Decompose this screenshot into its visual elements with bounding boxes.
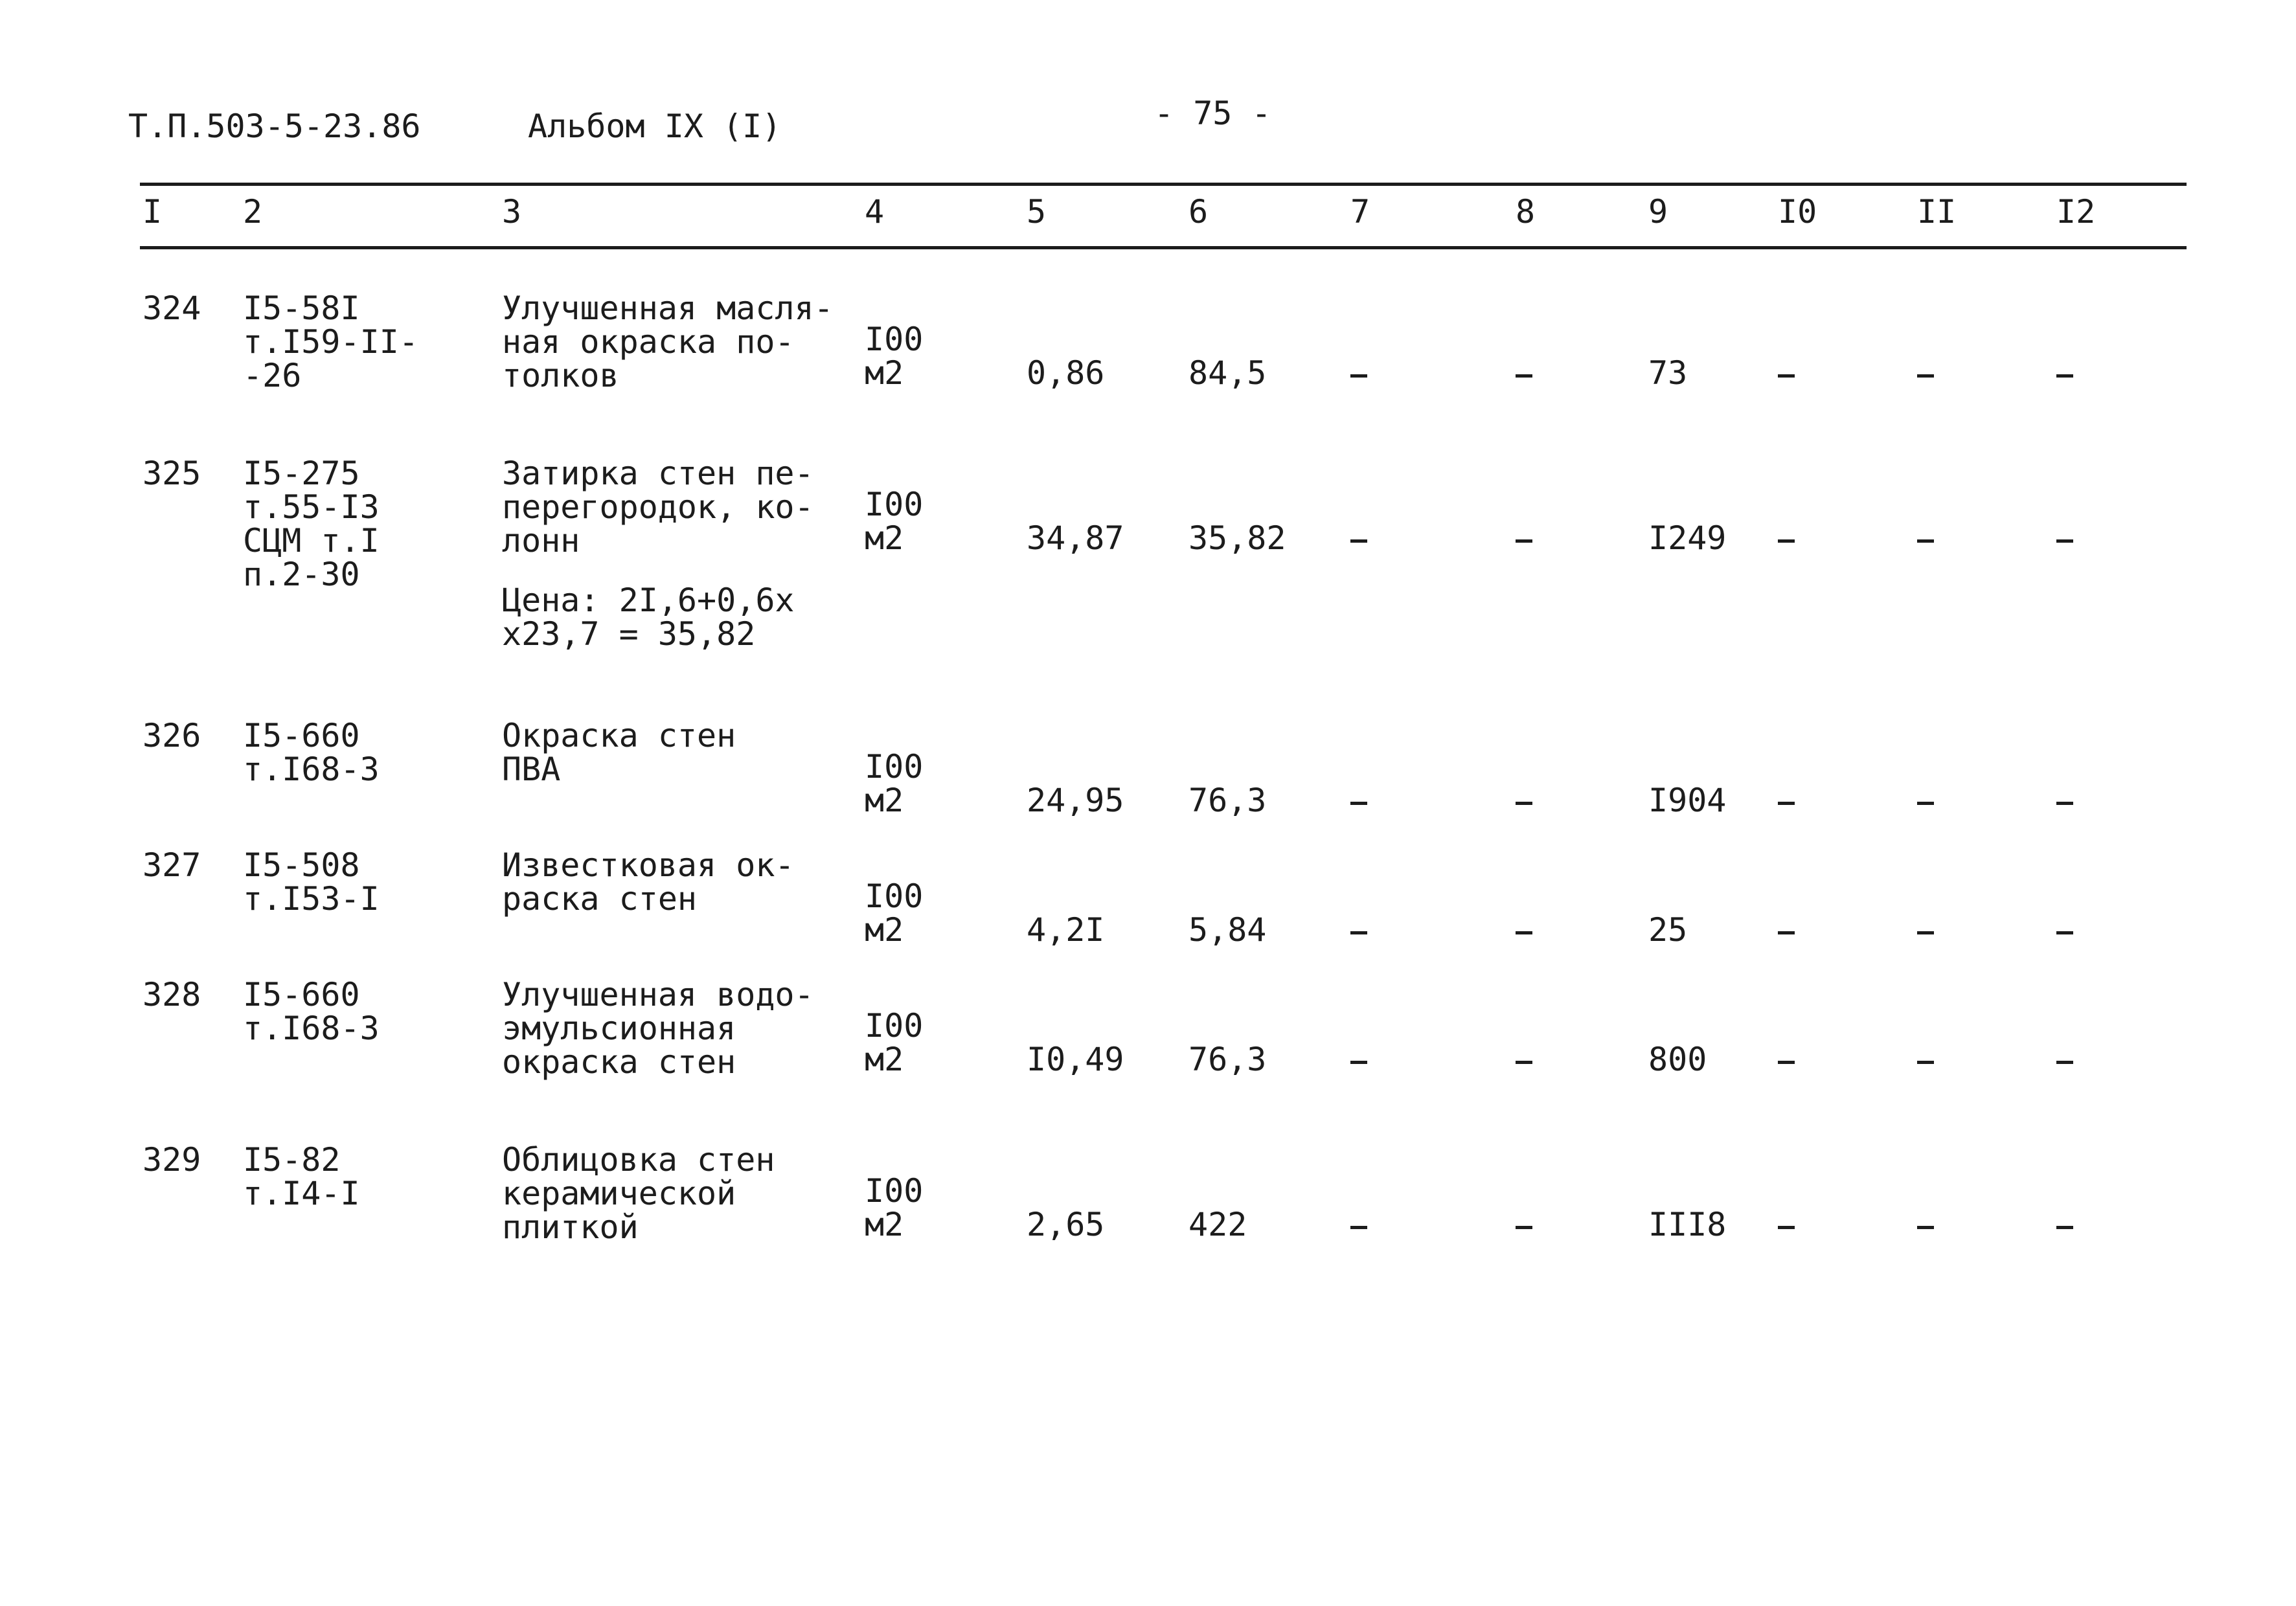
unit: I00 м2	[865, 486, 924, 557]
empty-col-8	[1516, 1226, 1532, 1229]
value-col-9: III8	[1648, 1206, 1727, 1243]
table-top-rule	[140, 183, 2187, 186]
empty-col-12	[2056, 539, 2073, 543]
norm-code: I5-660 т.I68-3	[243, 717, 380, 788]
column-header-5: 5	[1027, 193, 1047, 231]
empty-col-7	[1350, 539, 1367, 543]
column-header-2: 2	[243, 193, 263, 231]
norm-code: I5-82 т.I4-I	[243, 1141, 360, 1212]
value-col-5: 2,65	[1027, 1206, 1105, 1243]
empty-col-10	[1778, 802, 1795, 805]
empty-col-10	[1778, 1061, 1795, 1064]
empty-col-12	[2056, 802, 2073, 805]
empty-col-7	[1350, 931, 1367, 934]
value-col-6: 76,3	[1188, 782, 1267, 819]
value-col-5: 24,95	[1027, 782, 1124, 819]
empty-col-7	[1350, 1061, 1367, 1064]
value-col-6: 35,82	[1188, 519, 1286, 557]
empty-col-8	[1516, 802, 1532, 805]
empty-col-10	[1778, 374, 1795, 378]
work-description: Окраска стен ПВА	[502, 717, 736, 788]
album-title: Альбом IX (I)	[528, 107, 782, 145]
work-description: Затирка стен пе- перегородок, ко- лонн	[502, 455, 814, 560]
column-header-1: I	[142, 193, 163, 231]
norm-code: I5-275 т.55-I3 СЦМ т.I п.2-30	[243, 455, 380, 593]
empty-col-8	[1516, 931, 1532, 934]
value-col-6: 5,84	[1188, 911, 1267, 949]
column-header-6: 6	[1188, 193, 1209, 231]
value-col-5: 4,2I	[1027, 911, 1105, 949]
empty-col-11	[1917, 374, 1934, 378]
document-code: Т.П.503-5-23.86	[128, 107, 421, 145]
empty-col-12	[2056, 1226, 2073, 1229]
empty-col-11	[1917, 931, 1934, 934]
value-col-9: 25	[1648, 911, 1688, 949]
norm-code: I5-660 т.I68-3	[243, 976, 380, 1047]
value-col-9: I904	[1648, 782, 1727, 819]
unit: I00 м2	[865, 877, 924, 949]
value-col-5: 0,86	[1027, 354, 1105, 392]
empty-col-10	[1778, 1226, 1795, 1229]
value-col-6: 84,5	[1188, 354, 1267, 392]
page-number: - 75 -	[1154, 95, 1271, 132]
value-col-9: I249	[1648, 519, 1727, 557]
value-col-5: I0,49	[1027, 1041, 1124, 1078]
unit: I00 м2	[865, 1172, 924, 1243]
column-header-8: 8	[1516, 193, 1536, 231]
empty-col-12	[2056, 1061, 2073, 1064]
work-description: Известковая ок- раска стен	[502, 846, 795, 918]
empty-col-7	[1350, 802, 1367, 805]
empty-col-8	[1516, 374, 1532, 378]
empty-col-10	[1778, 539, 1795, 543]
row-number: 327	[142, 846, 201, 884]
unit: I00 м2	[865, 1007, 924, 1078]
column-header-7: 7	[1350, 193, 1370, 231]
empty-col-10	[1778, 931, 1795, 934]
row-number: 324	[142, 289, 201, 327]
empty-col-11	[1917, 539, 1934, 543]
work-description: Облицовка стен керамической плиткой	[502, 1141, 775, 1246]
empty-col-11	[1917, 1226, 1934, 1229]
unit: I00 м2	[865, 748, 924, 819]
value-col-9: 800	[1648, 1041, 1707, 1078]
row-number: 326	[142, 717, 201, 754]
empty-col-7	[1350, 374, 1367, 378]
norm-code: I5-508 т.I53-I	[243, 846, 380, 918]
price-note: Цена: 2I,6+0,6х х23,7 = 35,82	[502, 582, 795, 653]
column-header-4: 4	[865, 193, 885, 231]
empty-col-12	[2056, 374, 2073, 378]
row-number: 329	[142, 1141, 201, 1179]
column-header-11: II	[1917, 193, 1957, 231]
column-header-3: 3	[502, 193, 522, 231]
row-number: 328	[142, 976, 201, 1013]
work-description: Улучшенная масля- ная окраска по- толков	[502, 289, 834, 394]
empty-col-11	[1917, 802, 1934, 805]
value-col-6: 76,3	[1188, 1041, 1267, 1078]
column-header-12: I2	[2056, 193, 2096, 231]
unit: I00 м2	[865, 321, 924, 392]
value-col-9: 73	[1648, 354, 1688, 392]
value-col-6: 422	[1188, 1206, 1247, 1243]
empty-col-12	[2056, 931, 2073, 934]
norm-code: I5-58I т.I59-II- -26	[243, 289, 418, 394]
work-description: Улучшенная водо- эмульсионная окраска стен	[502, 976, 814, 1081]
empty-col-8	[1516, 1061, 1532, 1064]
empty-col-11	[1917, 1061, 1934, 1064]
empty-col-7	[1350, 1226, 1367, 1229]
empty-col-8	[1516, 539, 1532, 543]
row-number: 325	[142, 455, 201, 492]
table-header-rule	[140, 246, 2187, 249]
value-col-5: 34,87	[1027, 519, 1124, 557]
column-header-9: 9	[1648, 193, 1668, 231]
column-header-10: I0	[1778, 193, 1817, 231]
